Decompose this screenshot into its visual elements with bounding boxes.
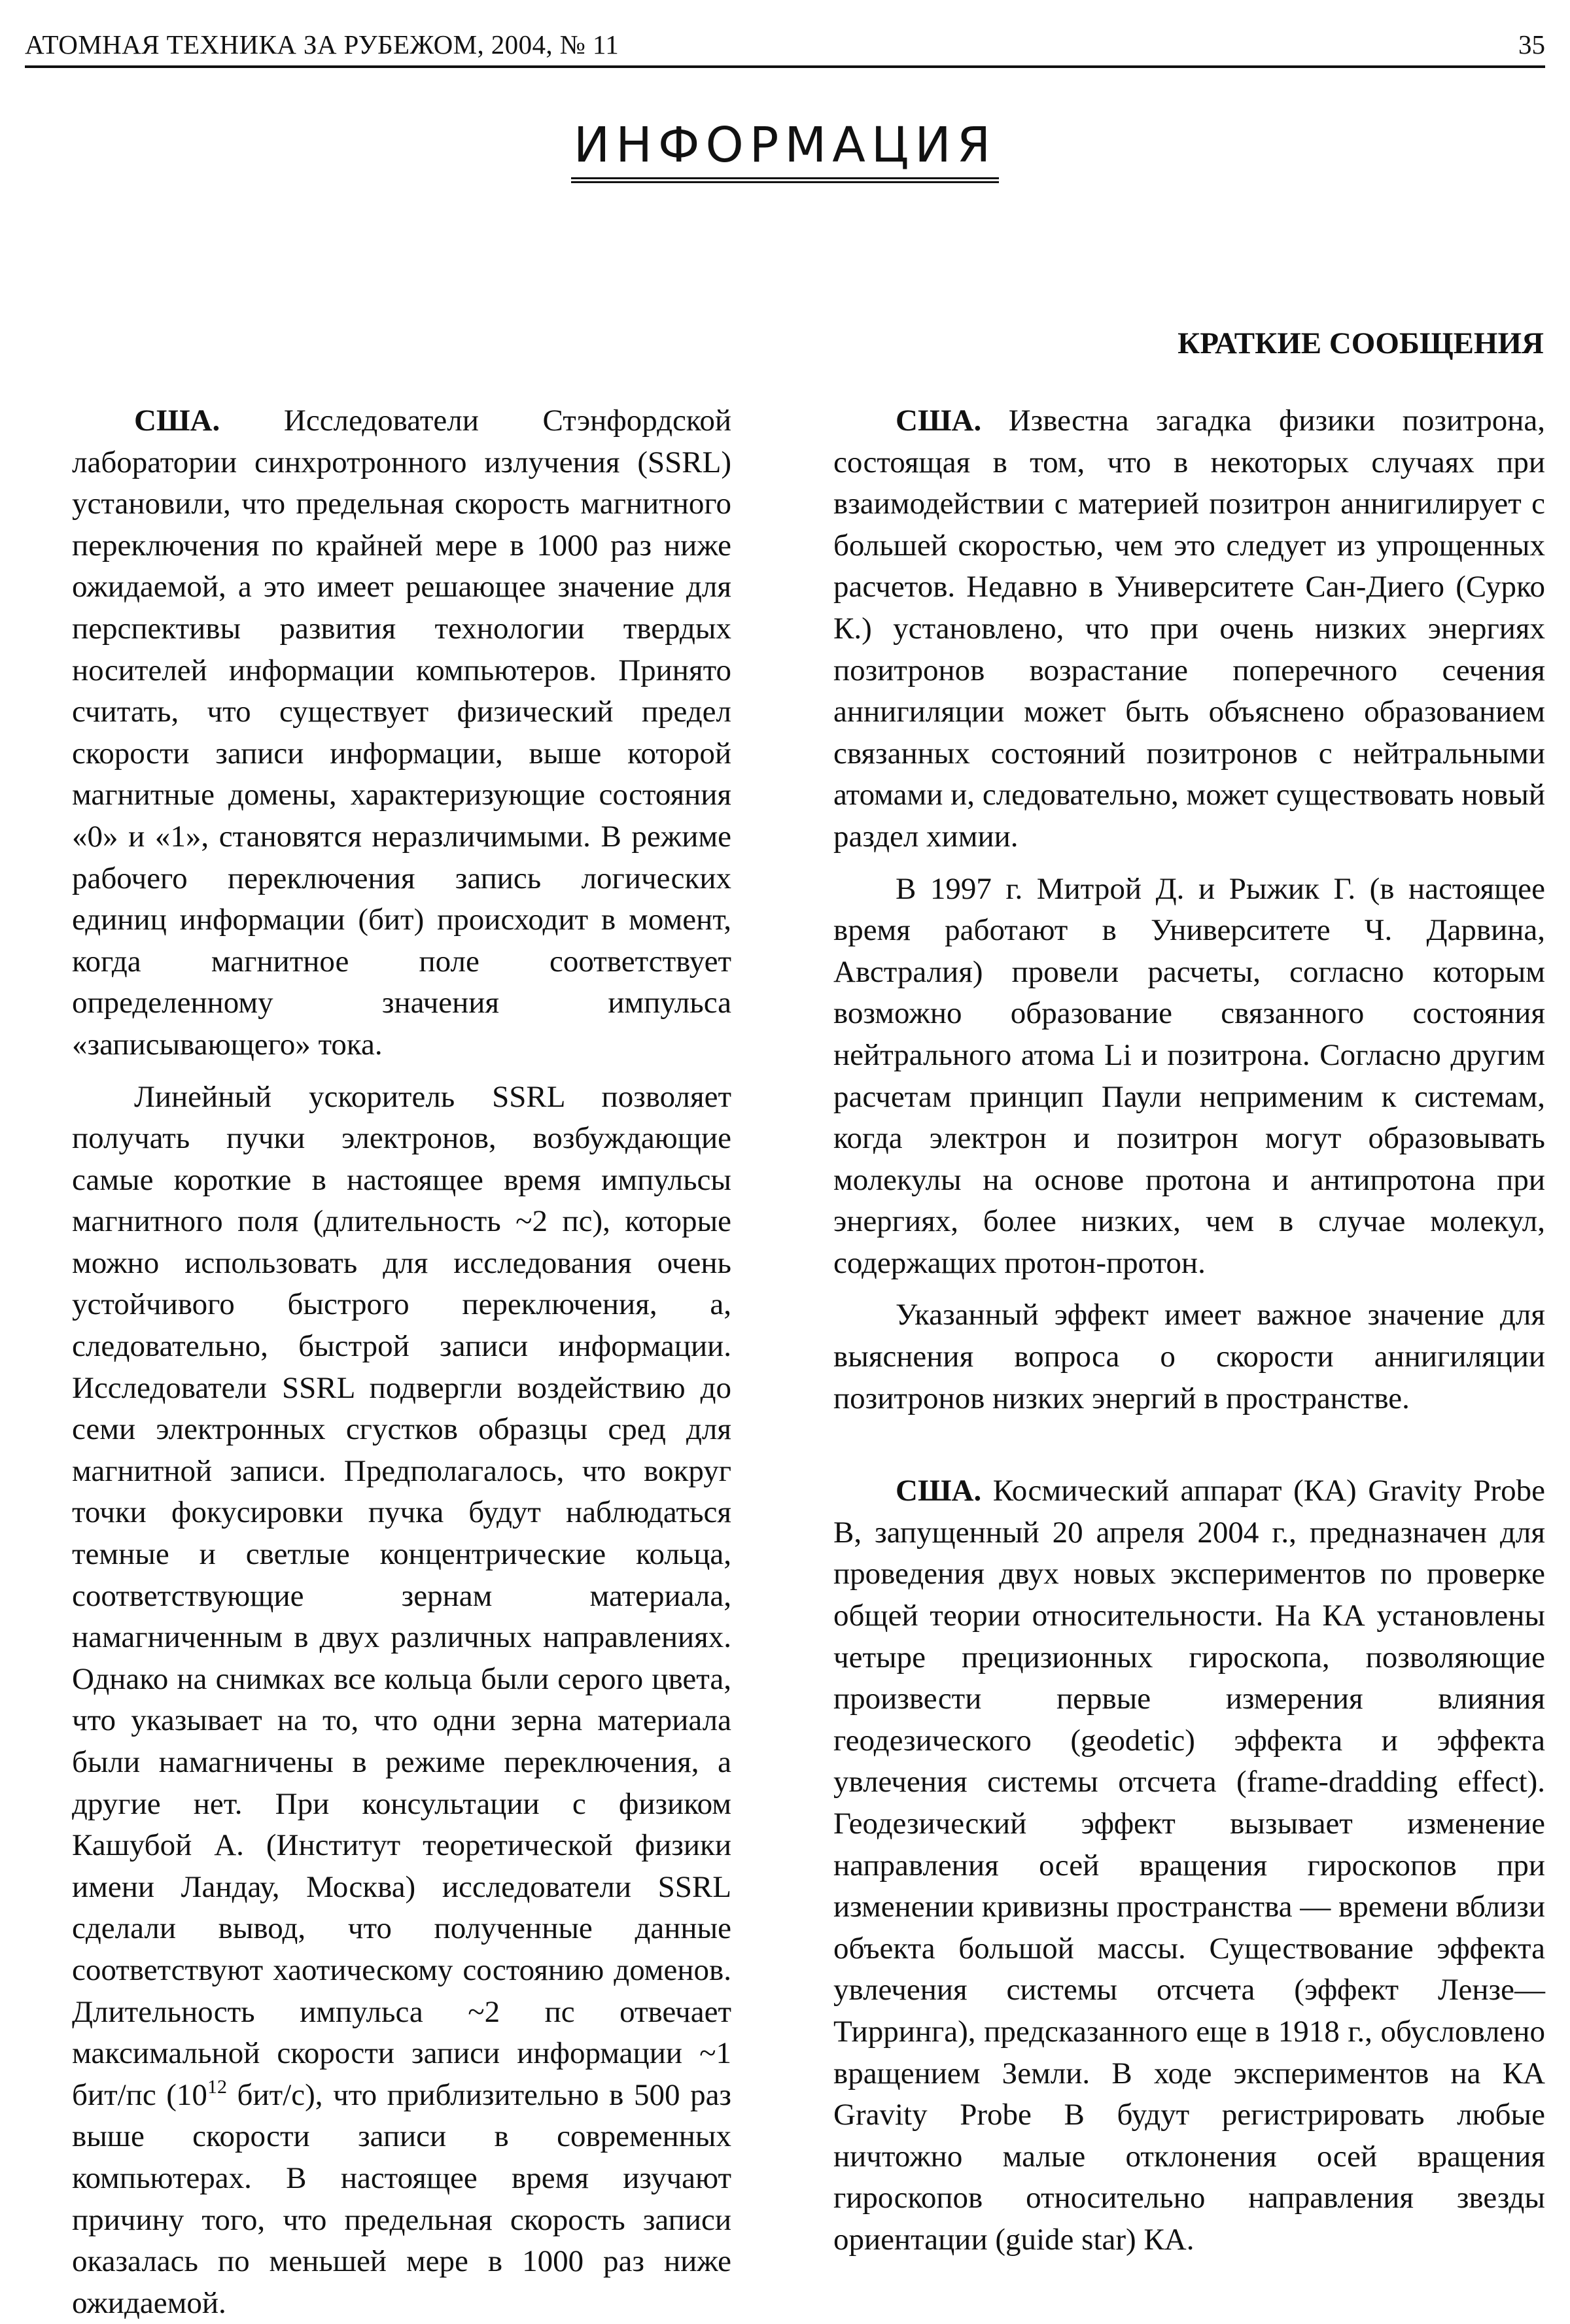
news-item-ssrl-paragraph-1: [72, 400, 731, 1066]
news-item-positron-paragraph-3: Указанный эффект имеет важное значение для выяснения вопроса о скорости аннигиляции позитронов низких энергий в пространстве.: [833, 1294, 1545, 1419]
left-column: [72, 400, 731, 2324]
running-head: [25, 25, 1545, 68]
paragraph-text: Известна загадка физики позитрона, состоящая в том, что в некоторых случаях при взаимодействии с материей позитрон аннигилирует с большей скоростью, чем это следует из упрощенных расчетов. Недавно в Университете Сан-Диего (Сурко К.) установлено, что при очень низких энергиях позитронов возрастание поперечного сечения аннигиляции может быть объяснено образованием связанных состояний позитронов с нейтральными атомами и, следовательно, может существовать новый раздел химии.: [833, 404, 1545, 854]
paragraph-text: Исследователи Стэнфордской лаборатории синхротронного излучения (SSRL) установили, что предельная скорость магнитного переключения по крайней мере в 1000 раз ниже ожидаемой, а это имеет решающее значение для перспективы развития технологии твердых носителей информации компьютеров. Принято считать, что существует физический предел скорости записи информации, выше которой магнитные домены, характеризующие состояния «0» и «1», становятся неразличимыми. В режиме рабочего переключения запись логических единиц информации (бит) происходит в момент, когда магнитное поле соответствует определенному значения импульса «записывающего» тока.: [72, 404, 731, 1062]
page-number: 35: [1518, 29, 1545, 60]
country-label: США.: [896, 404, 981, 438]
paragraph-text-part-1: Линейный ускоритель SSRL позволяет получать пучки электронов, возбуждающие самые короткие в настоящее время импульсы магнитного поля (длительность ~2 пс), которые можно использовать для исследования очень устойчивого быстрого переключения, а, следовательно, быстрой записи информации. Исследователи SSRL подвергли воздействию до семи электронных сгустков образцы сред для магнитной записи. Предполагалось, что вокруг точки фокусировки пучка будут наблюдаться темные и светлые концентрические кольца, соответствующие зернам материала, намагниченным в двух различных направлениях. Однако на снимках все кольца были серого цвета, что указывает на то, что одни зерна материала были намагничены в режиме переключения, а другие нет. При консультации с физиком Кашубой А. (Институт теоретической физики имени Ландау, Москва) исследователи SSRL сделали вывод, что полученные данные соответствуют хаотическому состоянию доменов. Длительность импульса ~2 пс отвечает максимальной скорости записи информации ~1 бит/пс (10: [72, 1080, 731, 2112]
paragraph-text-part-2: бит/с), что приблизительно в 500 раз выше скорости записи в современных компьютерах. В настоящее время изучают причину того, что предельная скорость записи оказалась по меньшей мере в 1000 раз ниже ожидаемой.: [72, 2078, 731, 2320]
country-label: США.: [896, 1474, 981, 1508]
item-separator: [833, 1419, 1545, 1470]
paragraph-gap: [833, 858, 1545, 869]
right-column: [833, 400, 1545, 2261]
news-item-positron-paragraph-1: [833, 400, 1545, 858]
paragraph-text: Космический аппарат (КА) Gravity Probe B, запущенный 20 апреля 2004 г., предназначен для проведения двух новых экспериментов по проверке общей теории относительности. На КА установлены четыре прецизионных гироскопа, позволяющие произвести первые измерения влияния геодезического (geodetic) эффекта и эффекта увлечения системы отсчета (frame-dradding effect). Геодезический эффект вызывает изменение направления осей вращения гироскопов при изменении кривизны пространства — времени вблизи объекта большой массы. Существование эффекта увлечения системы отсчета (эффект Лензе—Тирринга), предсказанного еще в 1918 г., обусловлено вращением Земли. В ходе экспериментов на КА Gravity Probe B будут регистрировать любые ничтожно малые отклонения осей вращения гироскопов относительно направления звезды ориентации (guide star) КА.: [833, 1474, 1545, 2257]
news-item-gravity-probe-paragraph-1: [833, 1470, 1545, 2261]
exponent: 12: [207, 2076, 227, 2098]
paragraph-gap: [833, 1284, 1545, 1294]
rubric-heading: КРАТКИЕ СООБЩЕНИЯ: [1178, 326, 1544, 361]
news-item-positron-paragraph-2: В 1997 г. Митрой Д. и Рыжик Г. (в настоящее время работают в Университете Ч. Дарвина, Австралия) провели расчеты, согласно которым возможно образование связанного состояния нейтрального атома Li и позитрона. Согласно другим расчетам принцип Паули неприменим к системам, когда электрон и позитрон могут образовывать молекулы на основе протона и антипротона при энергиях, более низких, чем в случае молекул, содержащих протон-протон.: [833, 869, 1545, 1285]
country-label: США.: [134, 404, 220, 438]
section-title: [0, 119, 1570, 183]
journal-title: АТОМНАЯ ТЕХНИКА ЗА РУБЕЖОМ, 2004, № 11: [25, 29, 619, 60]
news-item-ssrl-paragraph-2: [72, 1077, 731, 2324]
section-title-text: ИНФОРМАЦИЯ: [571, 119, 999, 183]
